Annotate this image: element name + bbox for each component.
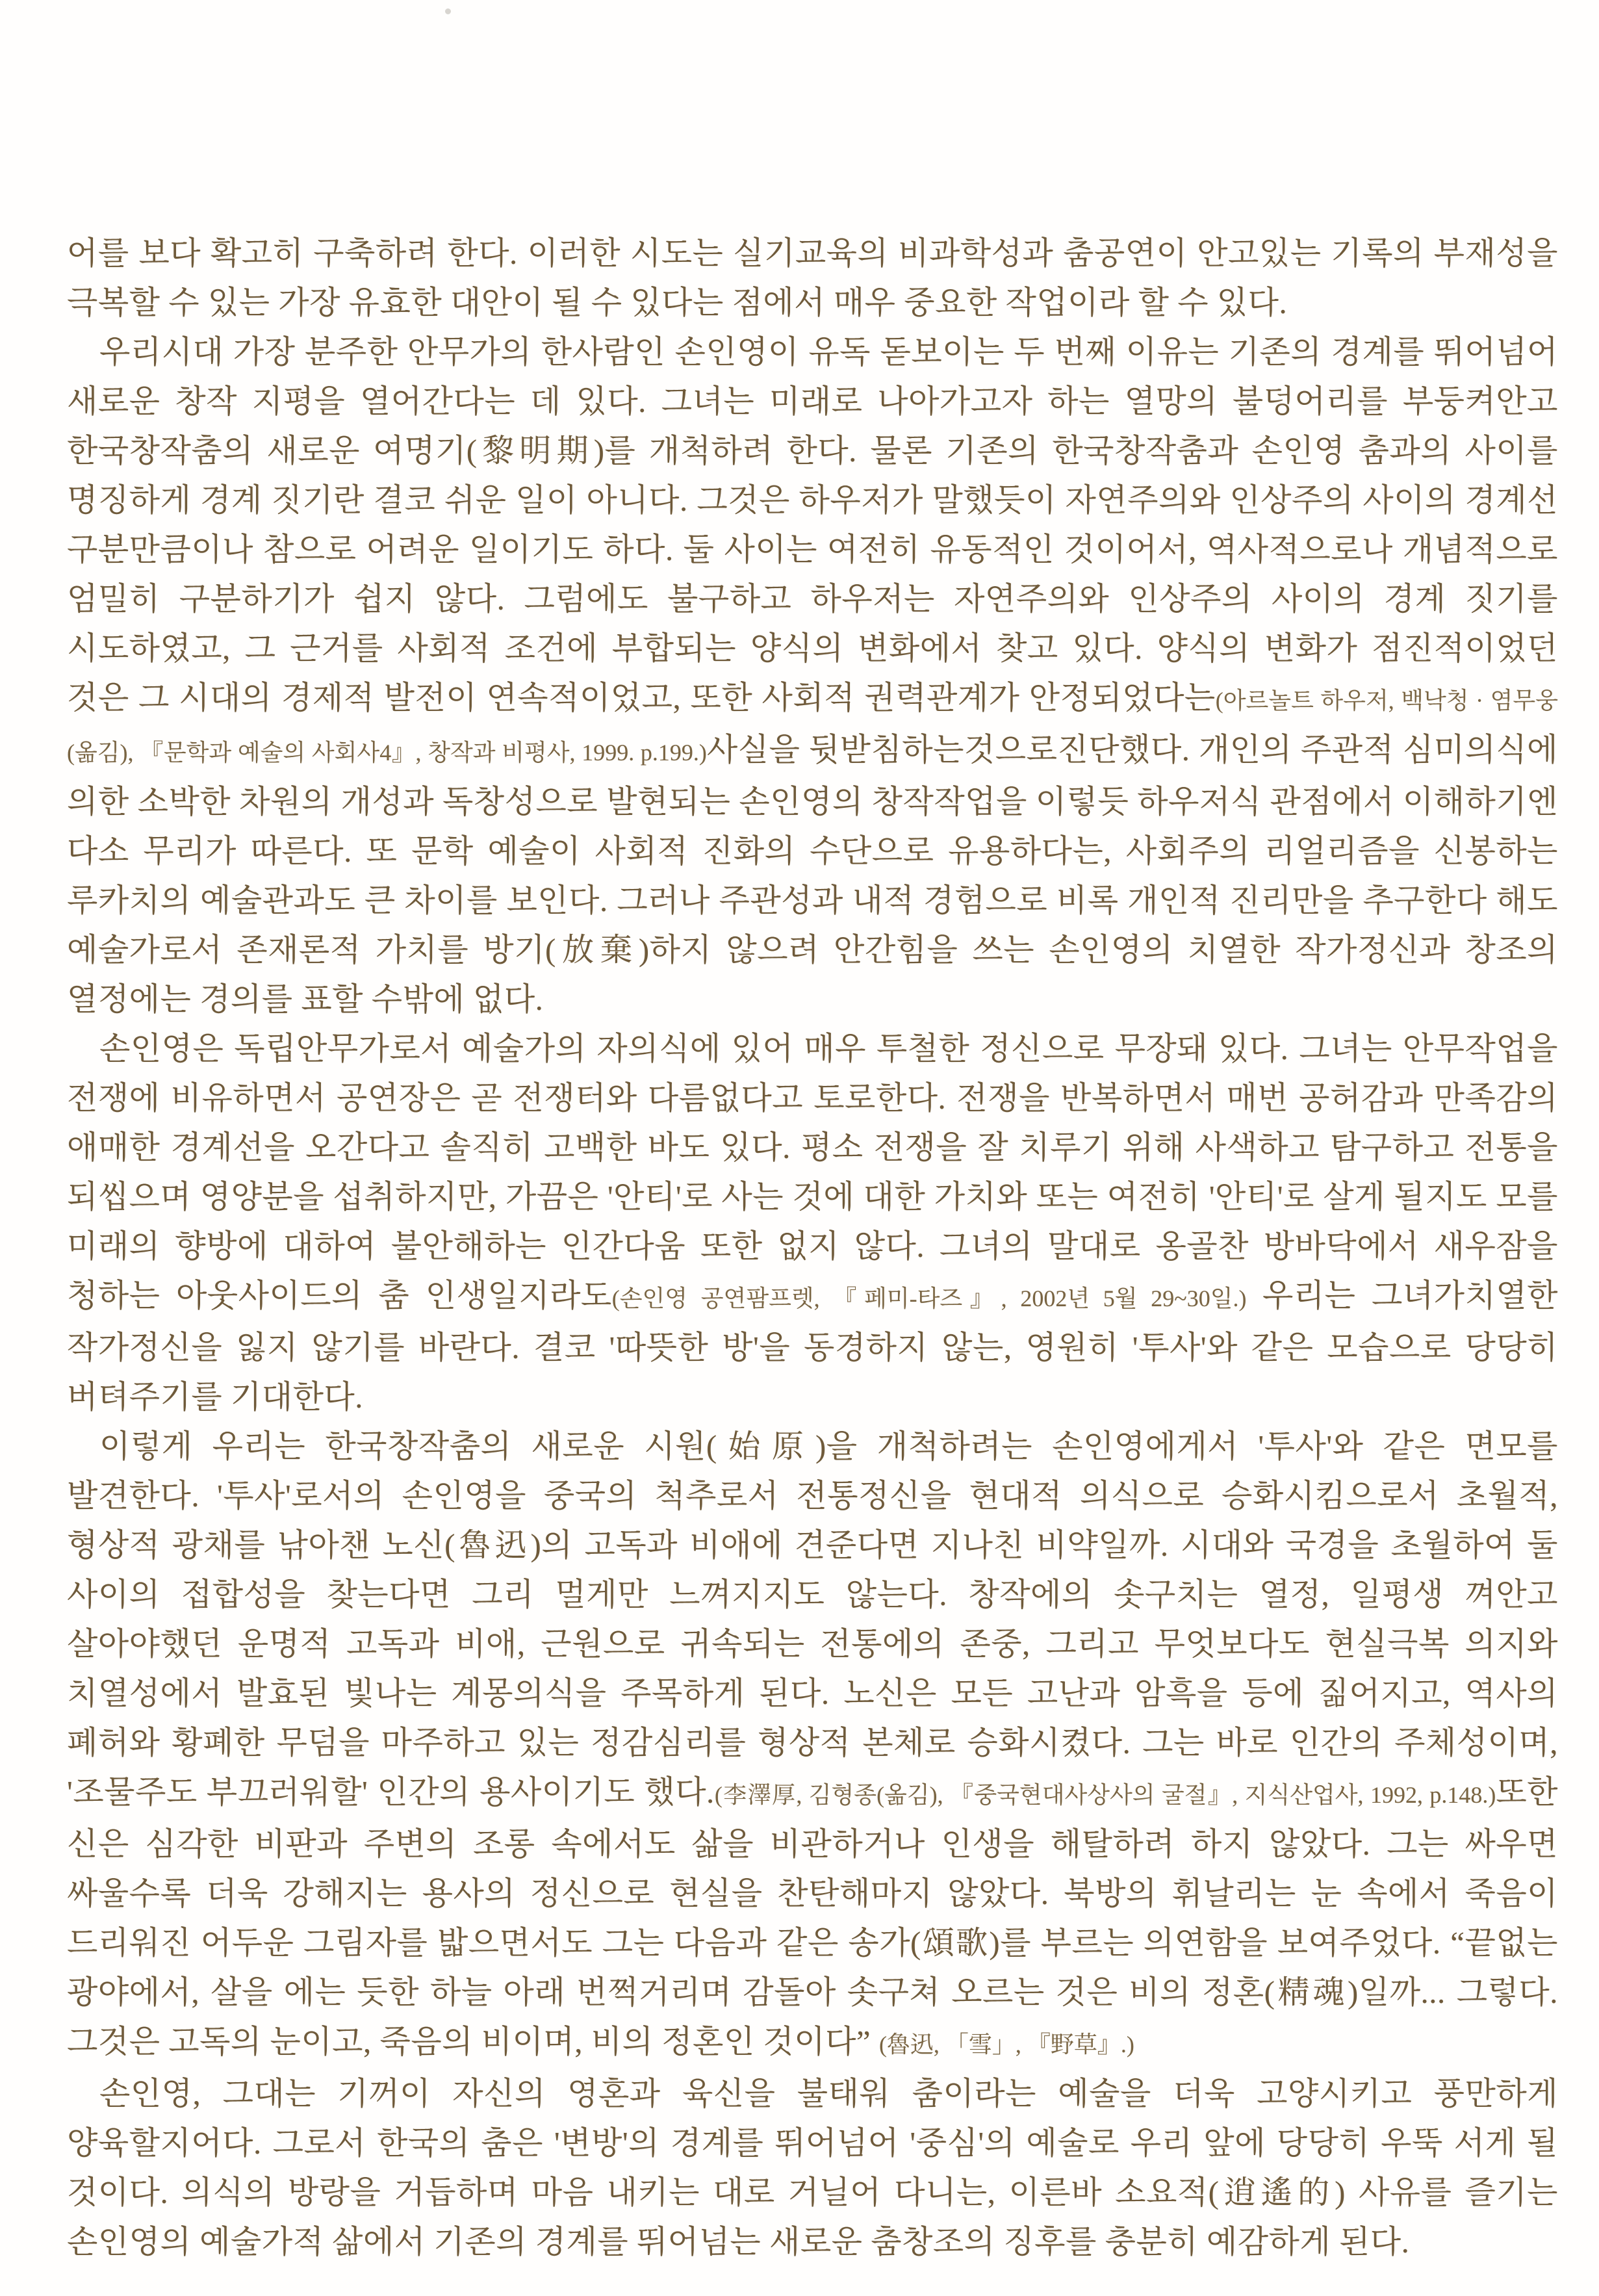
paragraph-text: 우리는 그녀가치열한 작가정신을 잃지 않기를 바란다. 결코 '따뜻한 방'을 동경하지 않는, 영원히 '투사'와 같은 모습으로 당당히 버텨주기를 기대한다. (67, 1278, 1558, 1415)
paragraph-text: 이렇게 우리는 한국창작춤의 새로운 시원(始原)을 개척하려는 손인영에게서 '투사'와 같은 면모를 발견한다. '투사'로서의 손인영을 중국의 척추로서 전통정신을 현대적 의식으로 승화시킴으로서 초월적, 형상적 광채를 낚아챈 노신(魯迅)의 고독과 비애에 견준다면 지나친 비약일까. 시대와 국경을 초월하여 둘 사이의 접합성을 찾는다면 그리 멀게만 느껴지지도 않는다. 창작에의 솟구치는 열정, 일평생 껴안고 살아야했던 운명적 고독과 비애, 근원으로 귀속되는 전통에의 존중, 그리고 무엇보다도 현실극복 의지와 치열성에서 발효된 빛나는 계몽의식을 주목하게 된다. 노신은 모든 고난과 암흑을 등에 짊어지고, 역사의 폐허와 황폐한 무덤을 마주하고 있는 정감심리를 형상적 본체로 승화시켰다. 그는 바로 인간의 주체성이며, '조물주도 부끄러워할' 인간의 용사이기도 했다. (67, 1428, 1558, 1810)
inline-citation: (魯迅, 「雪」, 『野草』.) (878, 2032, 1134, 2057)
inline-citation: (손인영 공연팜프렛, 『페미-타즈』, 2002년 5월 29~30일.) (611, 1285, 1247, 1311)
paragraph-text: 사실을 뒷받침하는것으로진단했다. 개인의 주관적 심미의식에 의한 소박한 차원의 개성과 독창성으로 발현되는 손인영의 창작작업을 이렇듯 하우저식 관점에서 이해하기엔 다소 무리가 따른다. 또 문학 예술이 사회적 진화의 수단으로 유용하다는, 사회주의 리얼리즘을 신봉하는 루카치의 예술관과도 큰 차이를 보인다. 그러나 주관성과 내적 경험으로 비록 개인적 진리만을 추구한다 해도 예술가로서 존재론적 가치를 방기(放棄)하지 않으려 안간힘을 쓰는 손인영의 치열한 작가정신과 창조의 열정에는 경의를 표할 수밖에 없다. (67, 732, 1558, 1017)
text-block (67, 229, 1558, 2267)
inline-citation: (아르놀트 하우저, 백낙청 · 염무웅(옮김), 『문학과 예술의 사회사4』, 창작과 비평사, 1999. p.199.) (67, 688, 1558, 766)
paragraph-text: 손인영, 그대는 기꺼이 자신의 영혼과 육신을 불태워 춤이라는 예술을 더욱 고양시키고 풍만하게 양육할지어다. 그로서 한국의 춤은 '변방'의 경계를 뛰어넘어 '중심'의 예술로 우리 앞에 당당히 우뚝 서게 될 것이다. 의식의 방랑을 거듭하며 마음 내키는 대로 거닐어 다니는, 이른바 소요적(逍遙的) 사유를 즐기는 손인영의 예술가적 삶에서 기존의 경계를 뛰어넘는 새로운 춤창조의 징후를 충분히 예감하게 된다. (67, 2076, 1558, 2260)
scan-artifact-dot (445, 8, 451, 14)
paragraph-text: 또한 신은 심각한 비판과 주변의 조롱 속에서도 삶을 비관하거나 인생을 해탈하려 하지 않았다. 그는 싸우면 싸울수록 더욱 강해지는 용사의 정신으로 현실을 찬탄해마지 않았다. 북방의 휘날리는 눈 속에서 죽음이 드리워진 어두운 그림자를 밟으면서도 그는 다음과 같은 송가(頌歌)를 부르는 의연함을 보여주었다. “끝없는 광야에서, 살을 에는 듯한 하늘 아래 번쩍거리며 감돌아 솟구쳐 오르는 것은 비의 정혼(精魂)일까... 그렇다. 그것은 고독의 눈이고, 죽음의 비이며, 비의 정혼인 것이다” (67, 1774, 1558, 2059)
paragraph-text: 우리시대 가장 분주한 안무가의 한사람인 손인영이 유독 돋보이는 두 번째 이유는 기존의 경계를 뛰어넘어 새로운 창작 지평을 열어간다는 데 있다. 그녀는 미래로 나아가고자 하는 열망의 불덩어리를 부둥켜안고 한국창작춤의 새로운 여명기(黎明期)를 개척하려 한다. 물론 기존의 한국창작춤과 손인영 춤과의 사이를 명징하게 경계 짓기란 결코 쉬운 일이 아니다. 그것은 하우저가 말했듯이 자연주의와 인상주의 사이의 경계선 구분만큼이나 참으로 어려운 일이기도 하다. 둘 사이는 여전히 유동적인 것이어서, 역사적으로나 개념적으로 엄밀히 구분하기가 쉽지 않다. 그럼에도 불구하고 하우저는 자연주의와 인상주의 사이의 경계 짓기를 시도하였고, 그 근거를 사회적 조건에 부합되는 양식의 변화에서 찾고 있다. 양식의 변화가 점진적이었던 것은 그 시대의 경제적 발전이 연속적이었고, 또한 사회적 권력관계가 안정되었다는 (67, 334, 1558, 716)
paragraph-5 (67, 2069, 1558, 2267)
paragraph-3 (67, 1024, 1558, 1422)
paragraph-1 (67, 229, 1558, 328)
paragraph-4 (67, 1422, 1558, 2069)
paragraph-text: 손인영은 독립안무가로서 예술가의 자의식에 있어 매우 투철한 정신으로 무장돼 있다. 그녀는 안무작업을 전쟁에 비유하면서 공연장은 곧 전쟁터와 다름없다고 토로한다. 전쟁을 반복하면서 매번 공허감과 만족감의 애매한 경계선을 오간다고 솔직히 고백한 바도 있다. 평소 전쟁을 잘 치루기 위해 사색하고 탐구하고 전통을 되씹으며 영양분을 섭취하지만, 가끔은 '안티'로 사는 것에 대한 가치와 또는 여전히 '안티'로 살게 될지도 모를 미래의 향방에 대하여 불안해하는 인간다움 또한 없지 않다. 그녀의 말대로 옹골찬 방바닥에서 새우잠을 청하는 아웃사이드의 춤 인생일지라도 (67, 1031, 1558, 1313)
paragraph-2 (67, 328, 1558, 1024)
paragraph-text: 어를 보다 확고히 구축하려 한다. 이러한 시도는 실기교육의 비과학성과 춤공연이 안고있는 기록의 부재성을 극복할 수 있는 가장 유효한 대안이 될 수 있다는 점에서 매우 중요한 작업이라 할 수 있다. (67, 235, 1558, 320)
inline-citation: (李澤厚, 김형종(옮김), 『중국현대사상사의 굴절』, 지식산업사, 1992, p.148.) (714, 1782, 1496, 1808)
